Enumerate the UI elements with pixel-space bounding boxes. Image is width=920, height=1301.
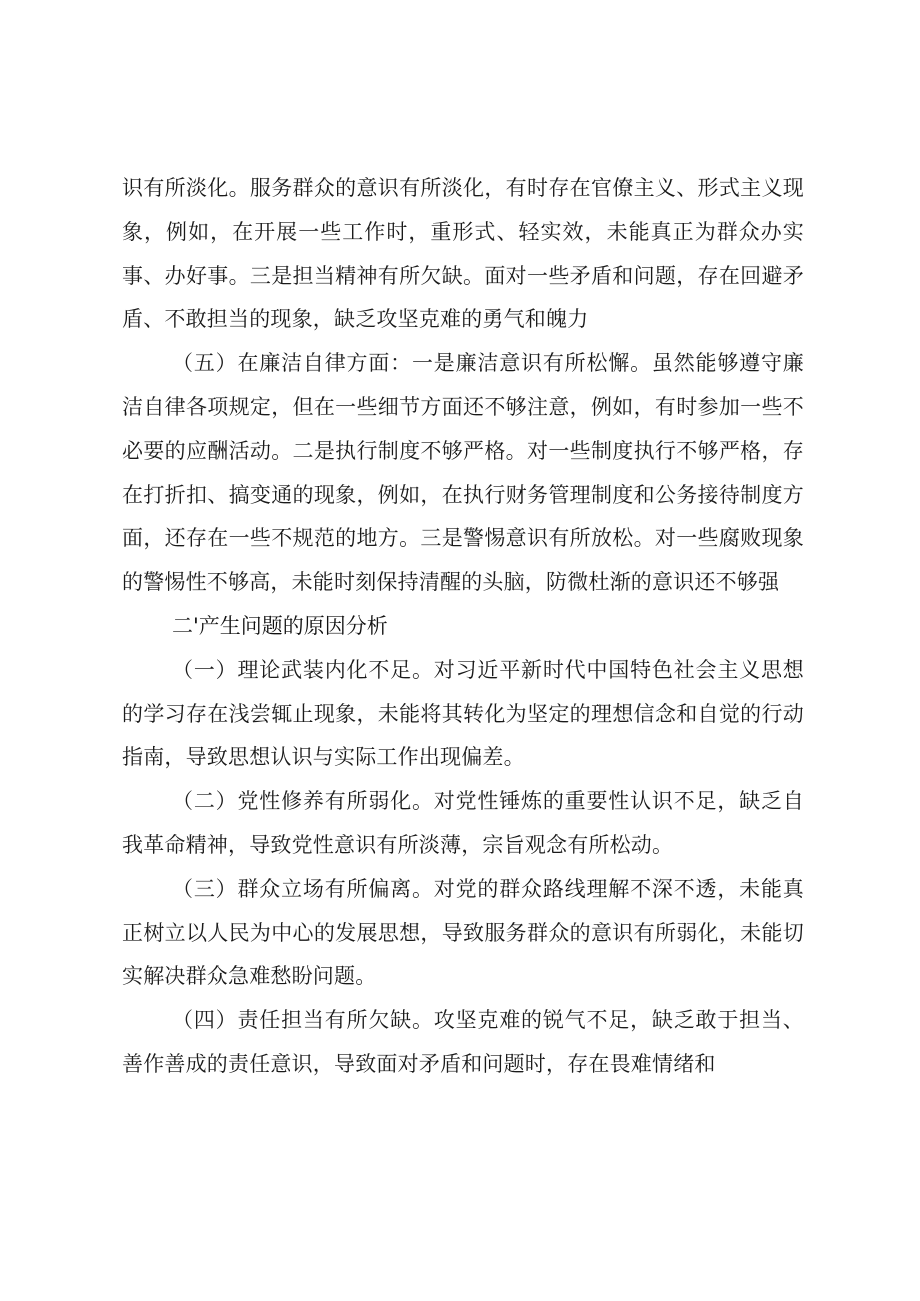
paragraph-integrity-self-discipline: （五）在廉洁自律方面：一是廉洁意识有所松懈。虽然能够遵守廉洁自律各项规定，但在一些细节方面还不够注意，例如，有时参加一些不必要的应酬活动。二是执行制度不够严格。对一些制度执行不够严格，存在打折扣、搞变通的现象，例如，在执行财务管理制度和公务接待制度方面，还存在一些不规范的地方。三是警惕意识有所放松。对一些腐败现象的警惕性不够高，未能时刻保持清醒的头脑，防微杜渐的意识还不够强 xyxy=(122,351,804,595)
paragraph-mass-standpoint: （三）群众立场有所偏离。对党的群众路线理解不深不透，未能真正树立以人民为中心的发展思想，导致服务群众的意识有所弱化，未能切实解决群众急难愁盼问题。 xyxy=(122,876,804,989)
paragraph-responsibility: （四）责任担当有所欠缺。攻坚克难的锐气不足，缺乏敢于担当、善作善成的责任意识，导致面对矛盾和问题时，存在畏难情绪和 xyxy=(122,1008,804,1076)
paragraph-party-spirit: （二）党性修养有所弱化。对党性锤炼的重要性认识不足，缺乏自我革命精神，导致党性意识有所淡薄，宗旨观念有所松动。 xyxy=(122,789,804,857)
section-heading-cause-analysis: 二'产生问题的原因分析 xyxy=(172,613,388,638)
paragraph-theory-armament: （一）理论武装内化不足。对习近平新时代中国特色社会主义思想的学习存在浅尝辄止现象，未能将其转化为坚定的理想信念和自觉的行动指南，导致思想认识与实际工作出现偏差。 xyxy=(122,657,804,770)
document-body xyxy=(122,167,804,1087)
paragraph-work-style-continued: 识有所淡化。服务群众的意识有所淡化，有时存在官僚主义、形式主义现象，例如，在开展一些工作时，重形式、轻实效，未能真正为群众办实事、办好事。三是担当精神有所欠缺。面对一些矛盾和问题，存在回避矛盾、不敢担当的现象，缺乏攻坚克难的勇气和魄力 xyxy=(122,176,804,332)
